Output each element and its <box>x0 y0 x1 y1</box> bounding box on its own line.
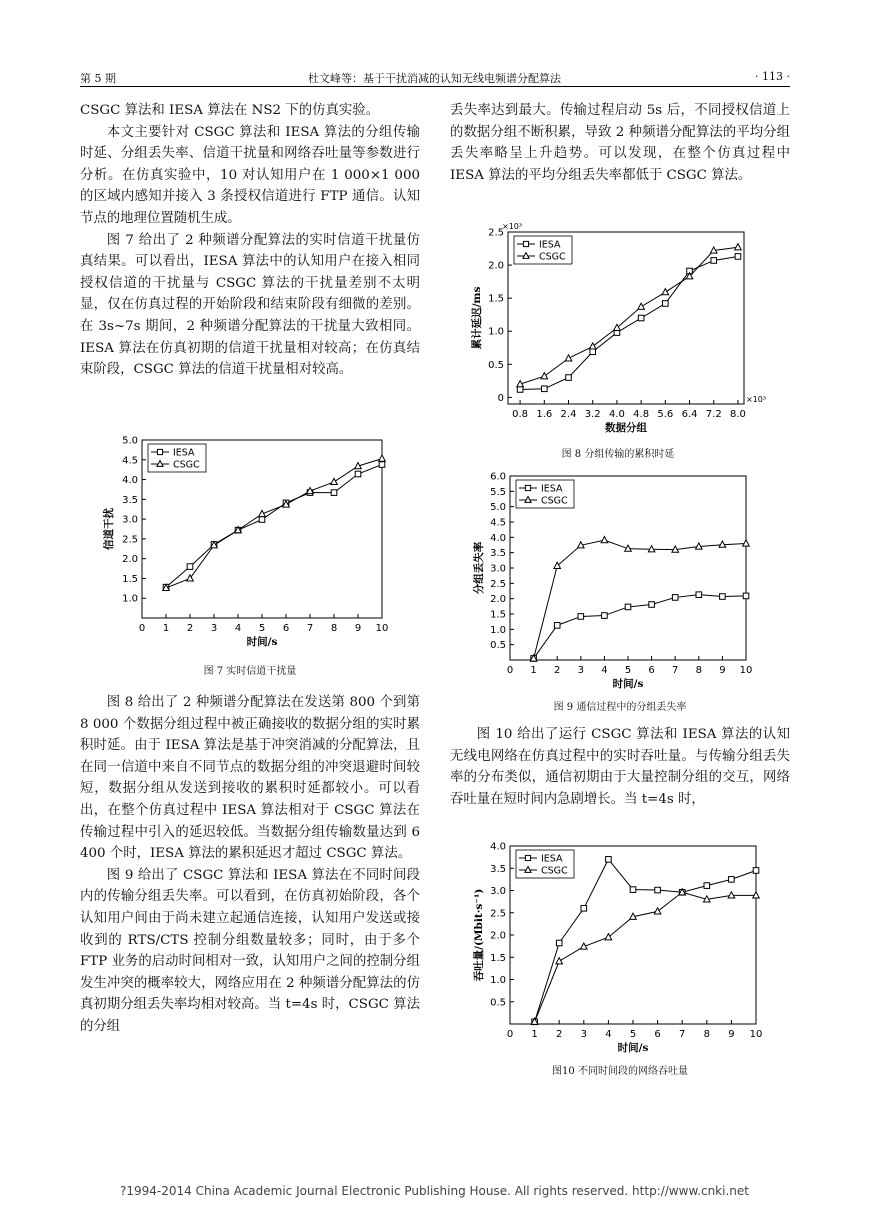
y-tick-label: 3.0 <box>122 514 138 526</box>
point-iesa <box>556 940 562 946</box>
figure-9-caption: 图 9 通信过程中的分组丢失率 <box>553 702 687 713</box>
y-tick-label: 2.5 <box>490 578 506 590</box>
y-tick-label: 1.0 <box>490 975 506 986</box>
point-iesa <box>554 623 560 629</box>
x-tick-label: 4.0 <box>608 409 625 420</box>
y-tick-label: 2.5 <box>122 534 138 546</box>
point-iesa <box>581 906 587 912</box>
legend-label: IESA <box>173 447 195 459</box>
x-axis-label: 时间/s <box>612 678 644 690</box>
x-tick-label: 3 <box>210 623 218 634</box>
left-column-top <box>80 100 420 381</box>
point-iesa <box>638 315 644 321</box>
point-iesa <box>517 387 523 393</box>
chart-fig9-svg <box>470 470 770 694</box>
y-tick-label: 0.5 <box>490 997 506 1009</box>
x-tick-label: 5 <box>629 1029 637 1040</box>
point-iesa <box>602 613 608 619</box>
paragraph: 丢失率达到最大。传输过程启动 5s 后，不同授权信道上的数据分组不断积累，导致 2 种频谱分配算法的平均分组丢失率略呈上升趋势。可以发现，在整个仿真过程中 IESA 算法的平均分组丢失率都低于 CSGC 算法。 <box>450 103 790 183</box>
y-tick-label: 6.0 <box>490 471 506 483</box>
point-iesa <box>743 593 749 599</box>
y-axis-label: 信道干扰 <box>103 508 115 550</box>
y-tick-label: 4.0 <box>122 475 138 487</box>
x-tick-label: 2.4 <box>560 409 577 420</box>
legend-label: IESA <box>539 239 561 251</box>
point-iesa <box>720 594 726 600</box>
x-tick-label: 10 <box>739 665 753 676</box>
point-csgc <box>565 355 572 361</box>
y-tick-label: 0.5 <box>488 359 504 371</box>
figure-10-caption: 图10 不同时间段的网络吞吐量 <box>552 1066 688 1077</box>
x-tick-label: 2 <box>556 1029 563 1040</box>
chart-fig10-svg <box>470 838 770 1060</box>
y-tick-label: 5.5 <box>490 486 506 498</box>
point-csgc <box>541 373 548 379</box>
x-tick-label: 5.6 <box>657 409 674 420</box>
point-iesa <box>735 254 741 260</box>
point-csgc <box>654 908 661 914</box>
x-tick-label: 8 <box>703 1029 710 1040</box>
point-iesa <box>542 386 548 392</box>
paragraph: CSGC 算法和 IESA 算法在 NS2 下的仿真实验。 <box>80 103 380 118</box>
x-tick-label: 6 <box>654 1029 661 1040</box>
x-tick-label: 4 <box>605 1029 612 1040</box>
series-line-iesa <box>535 859 756 1021</box>
x-tick-label: 2 <box>554 665 561 676</box>
x-tick-label: 7.2 <box>705 409 722 420</box>
y-tick-label: 2.0 <box>488 260 504 272</box>
series-line-csgc <box>535 892 756 1021</box>
y-axis-label: 分组丢失率 <box>473 541 485 595</box>
x-tick-label: 9 <box>354 623 362 634</box>
x-tick-label: 7 <box>679 1029 686 1040</box>
series-line-iesa <box>534 595 746 659</box>
point-iesa <box>696 592 702 598</box>
point-iesa <box>711 258 717 264</box>
point-iesa <box>729 877 735 883</box>
point-csgc <box>638 303 645 309</box>
x-tick-label: 3 <box>577 665 584 676</box>
x-tick-label: 0 <box>138 623 146 634</box>
chart-fig8-svg <box>468 220 768 442</box>
paragraph: 图 8 给出了 2 种频谱分配算法在发送第 800 个到第 8 000 个数据分组过程中被正确接收的数据分组的实时累积时延。由于 IESA 算法是基于冲突消减的分配算法，且在同一信道中来自不同节点的数据分组的冲突退避时间较短，数据分组从发送到接收的累积时延都较小。可以看出，在整个仿真过程中 IESA 算法相对于 CSGC 算法在传输过程中引入的延迟较低。当数据分组传输数量达到 6 400 个时，IESA 算法的累积延迟才超过 CSGC 算法。 <box>80 695 420 862</box>
paragraph: 本文主要针对 CSGC 算法和 IESA 算法的分组传输时延、分组丢失率、信道干扰量和网络吞吐量等参数进行分析。在仿真实验中，10 对认知用户在 1 000×1 000 的区域内感知并接入 3 条授权信道进行 FTP 通信。认知节点的地理位置随机生成。 <box>80 124 420 226</box>
y-tick-label: 0.5 <box>490 640 506 652</box>
point-iesa <box>379 462 385 468</box>
copyright-footer: ?1994-2014 China Academic Journal Electronic Publishing House. All rights reserved. http://www.cnki.net <box>120 1184 749 1198</box>
point-iesa <box>606 857 612 863</box>
y-tick-label: 4.0 <box>490 841 506 853</box>
point-csgc <box>605 934 612 940</box>
point-csgc <box>379 455 386 461</box>
x-tick-label: 5 <box>258 623 266 634</box>
x-tick-label: 9 <box>719 665 726 676</box>
point-iesa <box>672 595 678 601</box>
y-tick-label: 3.0 <box>490 563 506 575</box>
y-tick-label: 1.5 <box>490 609 506 621</box>
point-iesa <box>625 604 631 610</box>
x-tick-label: 6 <box>648 665 655 676</box>
series-line-csgc <box>534 540 746 658</box>
point-iesa <box>259 517 265 523</box>
paragraph: 图 7 给出了 2 种频谱分配算法的实时信道干扰量仿真结果。可以看出，IESA 算法中的认知用户在接入相同授权信道的干扰量与 CSGC 算法的干扰量差别不太明显，仅在仿真过程的开始阶段和结束阶段有细微的差别。在 3s~7s 期间，2 种频谱分配算法的干扰量大致相同。IESA 算法在仿真初期的信道干扰量相对较高；在仿真结束阶段，CSGC 算法的信道干扰量相对较高。 <box>80 232 420 378</box>
point-iesa <box>663 301 669 307</box>
y-tick-label: 4.0 <box>490 532 506 544</box>
x-tick-label: 7 <box>306 623 314 634</box>
series-line-csgc <box>166 459 382 588</box>
x-tick-label: 6.4 <box>681 409 698 420</box>
point-iesa <box>590 349 596 355</box>
paragraph: 图 9 给出了 CSGC 算法和 IESA 算法在不同时间段内的传输分组丢失率。可以看到，在仿真初始阶段，各个认知用户间由于尚未建立起通信连接，认知用户发送或接收到的 RTS/CTS 控制分组数量较多；同时，由于多个 FTP 业务的启动时间相对一致，认知用户之间的控制分组发生冲突的概率较大，网络应用在 2 种频谱分配算法的仿真初期分组丢失率均相对较高。当 t=4s 时，CSGC 算法的分组 <box>80 867 420 1034</box>
issue-number: 第 5 期 <box>80 72 116 85</box>
x-tick-label: 3.2 <box>584 409 601 420</box>
left-column-bottom <box>80 692 420 1038</box>
x-tick-label: 7 <box>672 665 679 676</box>
x-tick-label: 9 <box>728 1029 735 1040</box>
x-tick-label: 1.6 <box>536 409 553 420</box>
x-tick-label: 0 <box>506 665 514 676</box>
point-csgc <box>556 958 563 964</box>
x-tick-label: 8 <box>330 623 338 634</box>
y-tick-label: 1.0 <box>122 593 138 605</box>
point-csgc <box>743 540 750 546</box>
point-csgc <box>589 343 596 349</box>
point-iesa <box>630 887 636 893</box>
x-tick-label: 10 <box>749 1029 763 1040</box>
y-tick-label: 3.5 <box>122 494 138 506</box>
right-column-bottom <box>450 724 790 810</box>
y-tick-label: 4.5 <box>490 517 506 529</box>
x-tick-label: 8.0 <box>729 409 746 420</box>
x-tick-label: 1 <box>530 665 537 676</box>
point-iesa <box>704 883 710 889</box>
y-tick-label: 2.0 <box>490 930 506 942</box>
point-iesa <box>649 602 655 608</box>
paragraph: 图 10 给出了运行 CSGC 算法和 IESA 算法的认知无线电网络在仿真过程中的实时吞吐量。与传输分组丢失率的分布类似，通信初期由于大量控制分组的交互，网络吞吐量在短时间内急剧增长。当 t=4s 时， <box>450 727 790 807</box>
point-iesa <box>578 614 584 620</box>
figure-8-caption: 图 8 分组传输的累积时延 <box>561 449 675 460</box>
legend-label: IESA <box>541 853 563 865</box>
point-csgc <box>662 289 669 295</box>
x-multiplier: ×10³ <box>746 395 767 404</box>
x-tick-label: 5 <box>624 665 632 676</box>
legend-label: CSGC <box>539 251 566 263</box>
point-iesa <box>331 490 337 496</box>
right-column-top <box>450 100 790 186</box>
x-axis-label: 数据分组 <box>605 422 647 434</box>
y-tick-label: 4.5 <box>122 455 138 467</box>
y-tick-label: 2.5 <box>488 227 504 239</box>
x-tick-label: 3 <box>580 1029 587 1040</box>
x-tick-label: 4 <box>601 665 608 676</box>
x-axis-label: 时间/s <box>617 1042 649 1054</box>
y-tick-label: 3.5 <box>490 863 506 875</box>
y-axis-label: 累计延迟/ms <box>471 286 483 350</box>
y-tick-label: 1.0 <box>488 326 504 338</box>
series-line-csgc <box>520 247 738 384</box>
legend-marker <box>525 485 530 490</box>
x-tick-label: 0.8 <box>512 409 529 420</box>
figure-8 <box>468 220 768 442</box>
figure-10 <box>470 838 770 1060</box>
y-tick-label: 1.5 <box>122 573 138 585</box>
x-tick-label: 4.8 <box>633 409 650 420</box>
point-iesa <box>753 868 759 874</box>
figure-7-caption: 图 7 实时信道干扰量 <box>203 666 297 677</box>
y-tick-label: 5.0 <box>122 435 138 447</box>
x-tick-label: 10 <box>375 623 389 634</box>
x-tick-label: 0 <box>506 1029 514 1040</box>
legend-label: CSGC <box>173 459 200 471</box>
legend-label: CSGC <box>541 495 568 507</box>
legend-marker <box>157 449 162 454</box>
chart-fig7-svg <box>100 434 400 656</box>
series-line-iesa <box>166 465 382 588</box>
x-tick-label: 8 <box>695 665 702 676</box>
x-tick-label: 1 <box>531 1029 538 1040</box>
y-tick-label: 1.0 <box>490 624 506 636</box>
y-tick-label: 2.0 <box>122 554 138 566</box>
page-number: · 113 · <box>755 70 790 83</box>
y-tick-label: 1.5 <box>488 293 504 305</box>
y-tick-label: 5.0 <box>490 502 506 514</box>
y-tick-label: 3.5 <box>490 548 506 560</box>
y-tick-label: 2.0 <box>490 594 506 606</box>
figure-9 <box>470 470 770 694</box>
y-tick-label: 3.0 <box>490 886 506 897</box>
y-axis-label: 吞吐量/(Mbit·s⁻¹) <box>473 888 485 982</box>
y-tick-label: 0 <box>497 392 504 404</box>
header-rule <box>80 86 790 87</box>
legend-marker <box>523 241 528 246</box>
point-iesa <box>566 375 572 381</box>
figure-7 <box>100 434 400 656</box>
point-iesa <box>655 887 661 893</box>
x-tick-label: 2 <box>186 623 194 634</box>
x-tick-label: 6 <box>282 623 290 634</box>
legend-marker <box>525 855 530 860</box>
y-multiplier: ×10³ <box>502 222 523 231</box>
x-tick-label: 1 <box>162 623 170 634</box>
point-csgc <box>735 244 742 250</box>
legend-label: IESA <box>541 483 563 495</box>
y-tick-label: 2.5 <box>490 908 506 920</box>
point-csgc <box>331 478 338 484</box>
y-tick-label: 1.5 <box>490 952 506 964</box>
point-iesa <box>187 564 193 570</box>
x-tick-label: 4 <box>234 623 242 634</box>
point-csgc <box>601 536 608 542</box>
legend-label: CSGC <box>541 865 568 877</box>
point-iesa <box>355 471 361 477</box>
x-axis-label: 时间/s <box>246 636 278 648</box>
running-title: 杜文峰等：基于干扰消减的认知无线电频谱分配算法 <box>308 72 561 85</box>
